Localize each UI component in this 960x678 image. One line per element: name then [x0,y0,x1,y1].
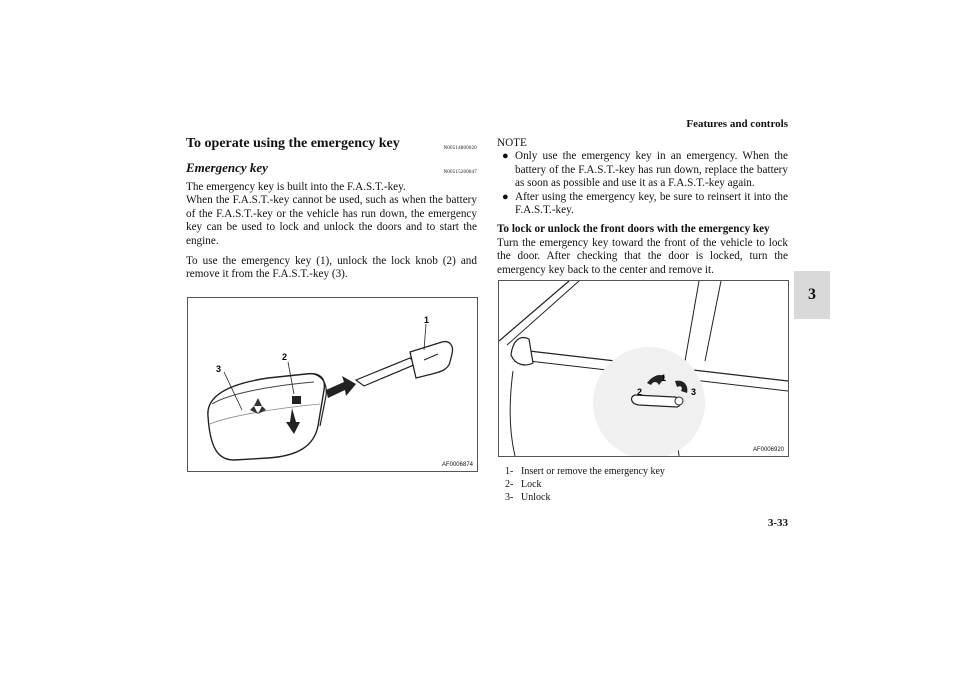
caption-number: 1- [505,466,514,477]
section-heading-code: N00514800020 [443,145,477,151]
note-text: After using the emergency key, be sure to reinsert it into the F.A.S.T.-key. [515,190,788,217]
caption-text: Unlock [521,492,551,503]
paragraph: Turn the emergency key toward the front of the vehicle to lock the door. After checking that the door is locked, turn the emergency key back to the center and remove it. [497,236,788,276]
door-lock-figure [498,280,789,457]
callout-3: 3 [216,364,222,374]
note-title: NOTE [497,137,527,149]
section-heading-text: To operate using the emergency key [186,136,400,151]
chapter-tab: 3 [794,271,830,319]
callout-2: 2 [637,387,643,397]
subsection-heading [186,161,477,181]
paragraph: The emergency key is built into the F.A.S.T.-key. [186,181,406,193]
door-lock-illustration [499,281,788,456]
paragraph: When the F.A.S.T.-key cannot be used, such as when the battery of the F.A.S.T.-key or the vehicle has run down, the emergency key can be used to lock and unlock the doors and to start the engine. [186,194,477,247]
callout-3: 3 [691,387,697,397]
caption-number: 3- [505,492,514,503]
callout-2: 2 [282,352,288,362]
note-list [497,150,788,217]
left-column [186,137,477,289]
caption-text: Insert or remove the emergency key [521,466,665,477]
note-item [497,150,788,190]
running-header: Features and controls [686,118,788,130]
caption-item [505,465,785,478]
key-fob-illustration [188,298,477,471]
caption-item [505,478,785,491]
procedure-heading: To lock or unlock the front doors with the emergency key [497,223,770,236]
bullet-icon: ● [502,150,509,163]
caption-item [505,491,785,504]
bullet-icon: ● [502,190,509,203]
page-number: 3-33 [767,517,788,529]
right-column [497,137,788,284]
subsection-heading-text: Emergency key [186,160,268,175]
note-item [497,191,788,218]
paragraph: To use the emergency key (1), unlock the lock knob (2) and remove it from the F.A.S.T.-key (3). [186,255,477,281]
figure-id-label: AF0006920 [752,447,784,453]
key-fob-figure [187,297,478,472]
callout-1: 1 [661,373,667,383]
note-text: Only use the emergency key in an emergency. When the battery of the F.A.S.T.-key has run down, replace the battery as soon as possible and use it as a F.A.S.T.-key again. [515,150,788,190]
figure-id-label: AF0006874 [441,462,473,468]
section-heading [186,137,477,157]
caption-number: 2- [505,479,514,490]
callout-1: 1 [424,315,430,325]
subsection-heading-code: N00515200047 [443,169,477,175]
caption-text: Lock [521,479,542,490]
